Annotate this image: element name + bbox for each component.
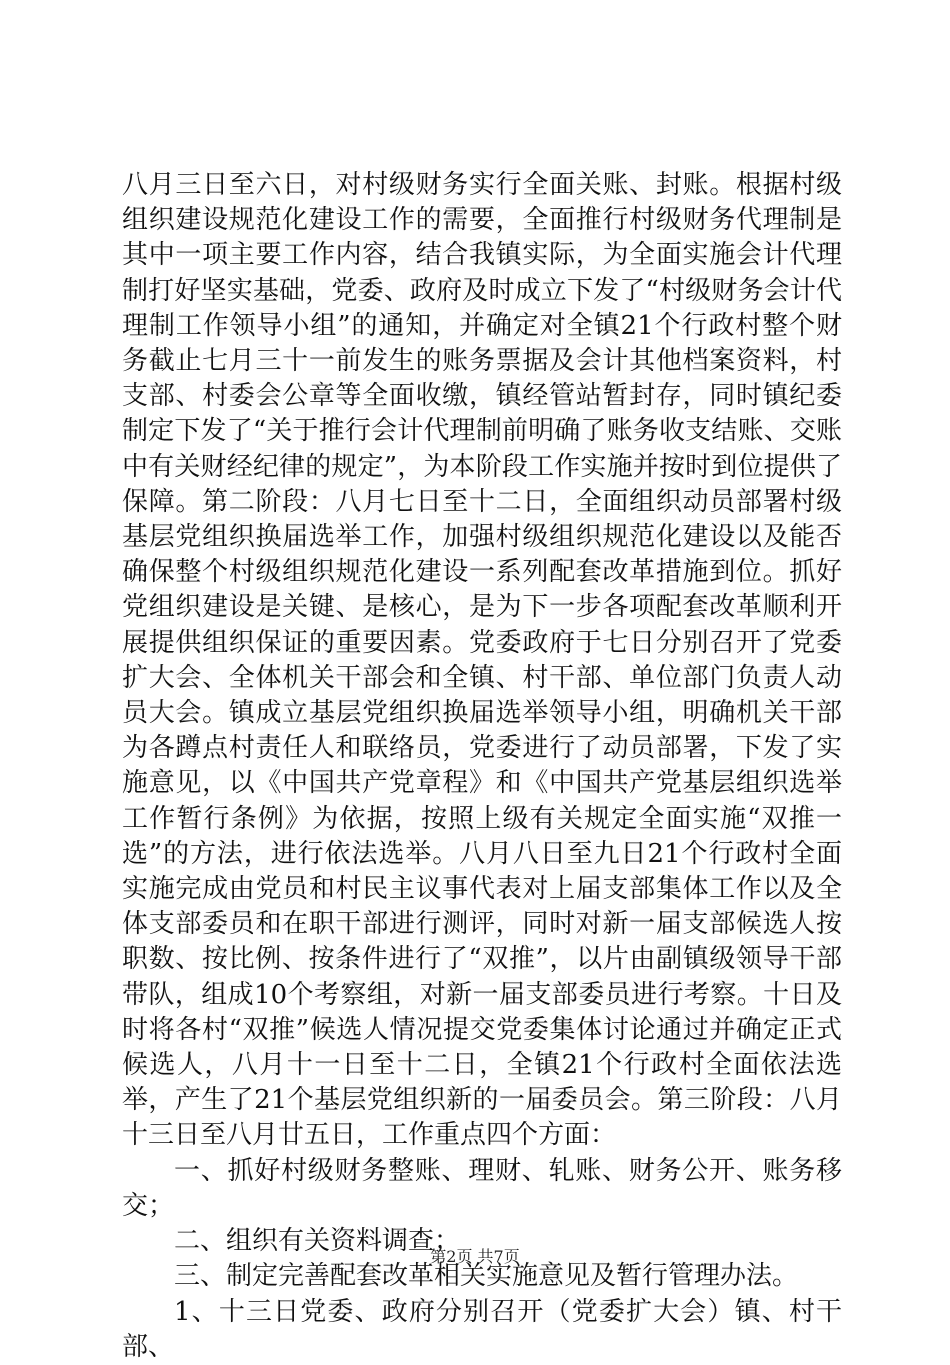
paragraph-5: 1、十三日党委、政府分别召开（党委扩大会）镇、村干部、 [122, 1296, 842, 1362]
paragraph-3: 二、组织有关资料调查； [174, 1226, 461, 1257]
page-number-footer: 第2页 共7页 [430, 1247, 520, 1266]
document-body [122, 168, 842, 1365]
paragraph-2: 一、抓好村级财务整账、理财、轧账、财务公开、账务移交； [122, 1155, 842, 1221]
paragraph-4: 三、制定完善配套改革相关实施意见及暂行管理办法。 [174, 1261, 799, 1292]
paragraph-1: 八月三日至六日，对村级财务实行全面关账、封账。根据村级组织建设规范化建设工作的需要，全面推行村级财务代理制是其中一项主要工作内容，结合我镇实际，为全面实施会计代理制打好坚实基础，党委、政府及时成立下发了“村级财务会计代理制工作领导小组”的通知，并确定对全镇21个行政村整个财务截止七月三十一前发生的账务票据及会计其他档案资料，村支部、村委会公章等全面收缴，镇经管站暂封存，同时镇纪委制定下发了“关于推行会计代理制前明确了账务收支结账、交账中有关财经纪律的规定”，为本阶段工作实施并按时到位提供了保障。第二阶段：八月七日至十二日，全面组织动员部署村级基层党组织换届选举工作，加强村级组织规范化建设以及能否确保整个村级组织规范化建设一系列配套改革措施到位。抓好党组织建设是关键、是核心，是为下一步各项配套改革顺利开展提供组织保证的重要因素。党委政府于七日分别召开了党委扩大会、全体机关干部会和全镇、村干部、单位部门负责人动员大会。镇成立基层党组织换届选举领导小组，明确机关干部为各蹲点村责任人和联络员，党委进行了动员部署，下发了实施意见，以《中国共产党章程》和《中国共产党基层组织选举工作暂行条例》为依据，按照上级有关规定全面实施“双推一选”的方法，进行依法选举。八月八日至九日21个行政村全面实施完成由党员和村民主议事代表对上届支部集体工作以及全体支部委员和在职干部进行测评，同时对新一届支部候选人按职数、按比例、按条件进行了“双推”，以片由副镇级领导干部带队，组成10个考察组，对新一届支部委员进行考察。十日及时将各村“双推”候选人情况提交党委集体讨论通过并确定正式候选人，八月十一日至十二日，全镇21个行政村全面依法选举，产生了21个基层党组织新的一届委员会。第三阶段：八月十三日至八月廿五日，工作重点四个方面： [122, 170, 842, 1151]
